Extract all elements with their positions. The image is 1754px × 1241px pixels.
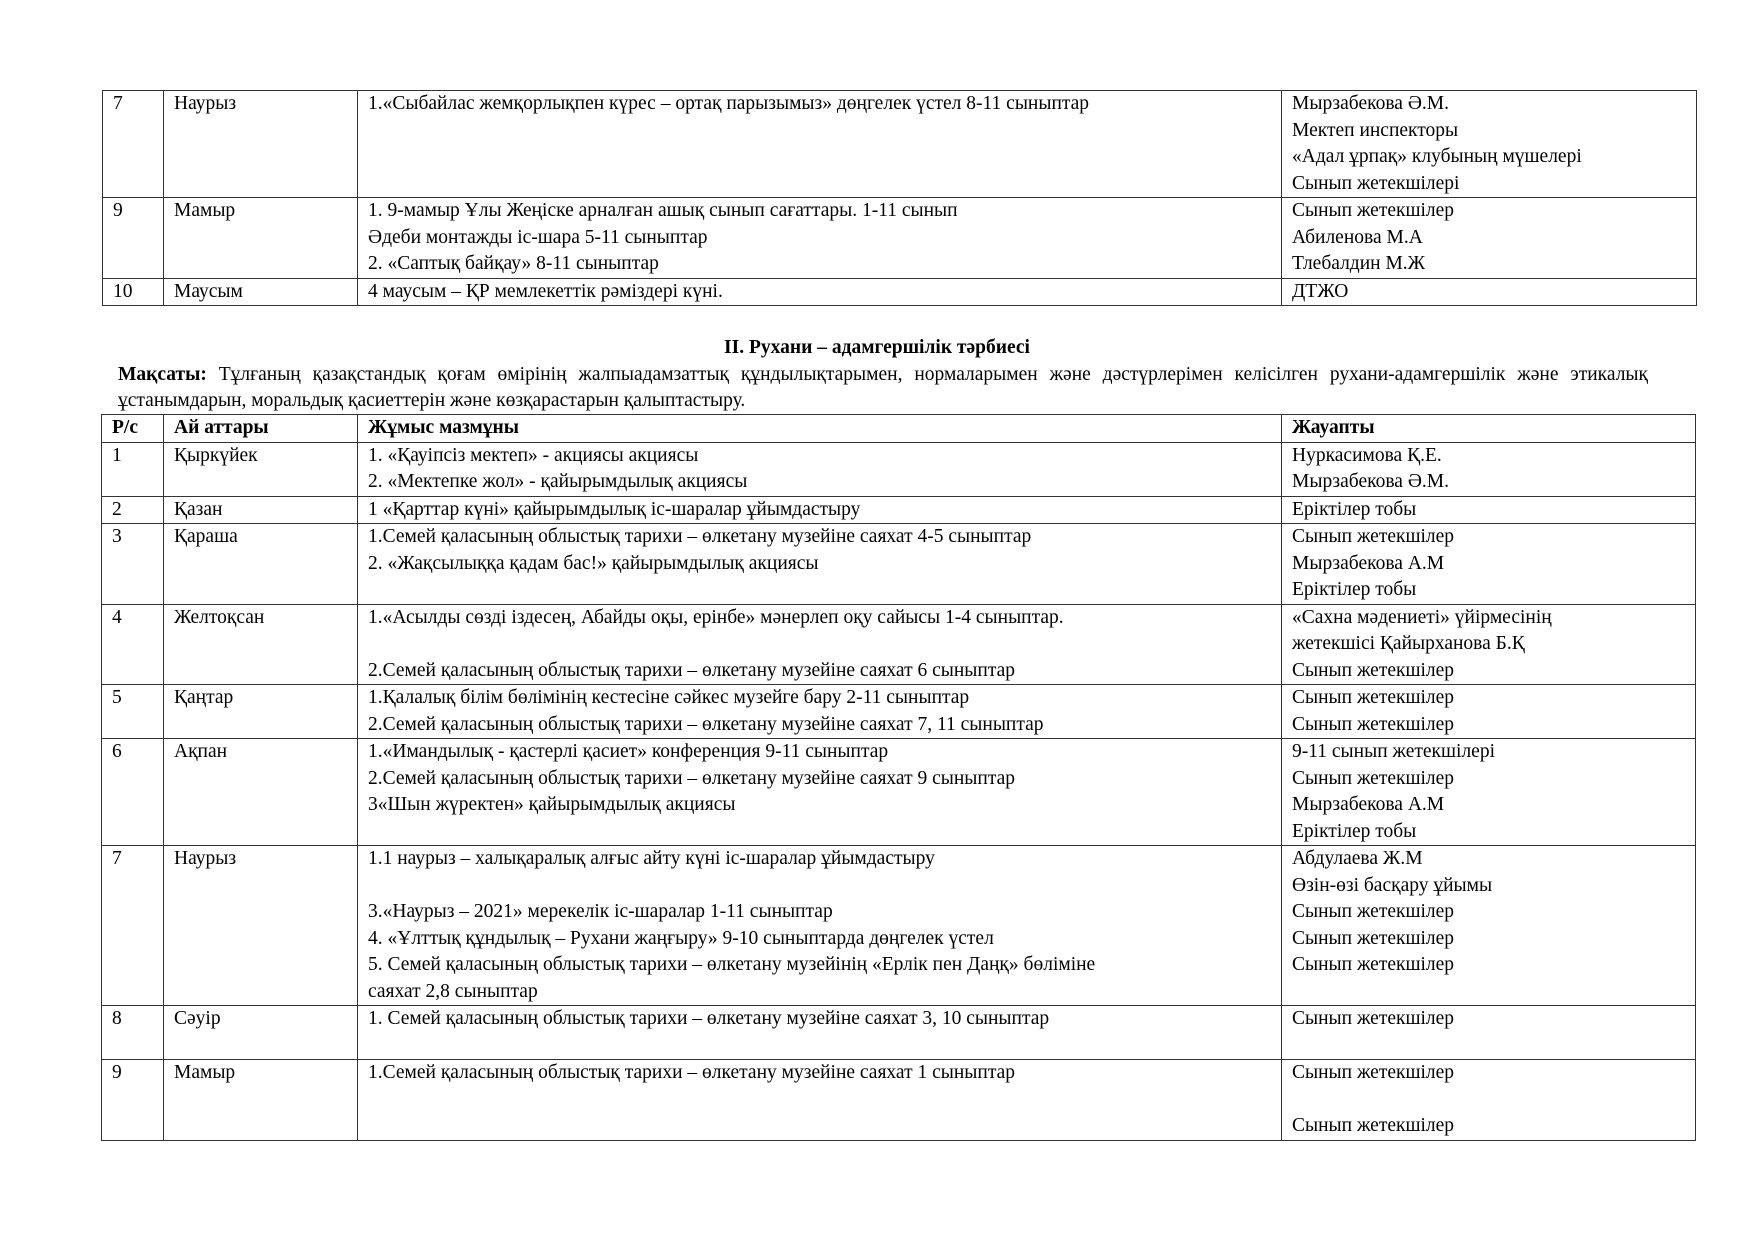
work-content [358,846,1282,1006]
month-name: Маусым [164,278,358,306]
work-line: 1.Қалалық білім бөлімінің кестесіне сәйкес музейге бару 2-11 сыныптар [368,687,970,708]
responsible [1282,524,1696,605]
work-line: 2. «Мектепке жол» - қайырымдылық акциясы [368,471,748,492]
responsible [1282,1006,1696,1060]
responsible-line: Сынып жетекшілер [1292,901,1455,922]
blank-line [1292,1087,1685,1114]
responsible [1282,198,1697,279]
month-name: Ақпан [164,739,358,846]
responsible-line: Мектеп инспекторы [1292,119,1459,141]
work-content [358,496,1282,524]
work-content [358,685,1282,739]
work-content [358,739,1282,846]
responsible-line: Сынып жетекшілер [1292,526,1455,547]
month-name: Қараша [164,524,358,605]
responsible-line: Тлебалдин М.Ж [1292,253,1426,274]
work-line: 3.«Наурыз – 2021» мерекелік іс-шаралар 1-11 сыныптар [368,901,833,922]
row-number: 10 [103,278,164,306]
responsible-line: Сынып жетекшілер [1292,927,1455,949]
work-line: 1 «Қарттар күні» қайырымдылық іс-шаралар ұйымдастыру [368,498,861,520]
responsible-line: Сынып жетекшілер [1292,200,1455,221]
top-table [102,90,1697,306]
responsible-line: Еріктілер тобы [1292,579,1417,600]
responsible-line: Мырзабекова А.М [1292,794,1445,815]
table-row [103,278,1697,306]
month-name: Наурыз [164,91,358,198]
responsible-line: Абдулаева Ж.М [1292,848,1423,869]
main-table-header-row [102,415,1696,443]
work-line: 1.Семей қаласының облыстық тарихи – өлкетану музейіне саяхат 4-5 сыныптар [368,526,1032,547]
responsible-line: Сынып жетекшілер [1292,687,1455,708]
row-number: 4 [102,604,164,685]
month-name: Сәуір [164,1006,358,1060]
responsible-line: 9-11 сынып жетекшілері [1292,741,1496,762]
header-resp: Жауапты [1282,415,1696,443]
work-line: 1.Семей қаласының облыстық тарихи – өлкетану музейіне саяхат 1 сыныптар [368,1062,1015,1083]
work-line: 1.«Асылды сөзді іздесең, Абайды оқы, ерінбе» мәнерлеп оқу сайысы 1-4 сыныптар. [368,606,1064,628]
responsible [1282,604,1696,685]
row-number: 2 [102,496,164,524]
table-row [102,496,1696,524]
table-row [103,91,1697,198]
responsible-line: Сынып жетекшілер [1292,1008,1455,1029]
work-content [358,198,1282,279]
blank-line [368,631,1271,658]
responsible [1282,442,1696,496]
work-line: 3«Шын жүректен» қайырымдылық акциясы [368,794,736,815]
responsible-line: Сынып жетекшілері [1292,172,1460,194]
header-work: Жұмыс мазмұны [358,415,1282,443]
work-line: 2. «Саптық байқау» 8-11 сыныптар [368,253,659,274]
responsible [1282,685,1696,739]
table-row [102,685,1696,739]
header-month: Ай аттары [164,415,358,443]
work-line: саяхат 2,8 сыныптар [368,980,538,1002]
row-number: 7 [102,846,164,1006]
responsible [1282,91,1697,198]
responsible-line: «Сахна мәдениеті» үйірмесінің [1292,606,1552,628]
month-name: Қыркүйек [164,442,358,496]
work-line: 1.«Сыбайлас жемқорлықпен күрес – ортақ парызымыз» дөңгелек үстел 8-11 сыныптар [368,93,1090,114]
table-row [102,1060,1696,1141]
responsible-line: Мырзабекова Ә.М. [1292,93,1449,114]
row-number: 6 [102,739,164,846]
work-content [358,91,1282,198]
blank-line [368,1113,1271,1140]
work-line: 1. «Қауіпсіз мектеп» - акциясы акциясы [368,444,699,466]
responsible-line: Еріктілер тобы [1292,498,1417,520]
month-name: Желтоқсан [164,604,358,685]
responsible-line: Мырзабекова Ә.М. [1292,471,1449,492]
work-line: 2.Семей қаласының облыстық тарихи – өлкетану музейіне саяхат 9 сыныптар [368,767,1015,789]
goal-text: Тұлғаның қазақстандық қоғам өмірінің жалпыадамзаттық құндылықтарымен, нормаларымен және дәстүрлерімен келісілген рухани-адамгершілік және этикалық ұстанымдарын, моральдық қасиеттерін және көзқарастарын қалыптастыру. [118,364,1648,411]
goal-paragraph [118,362,1648,414]
responsible-line: Еріктілер тобы [1292,820,1417,842]
responsible-line: Мырзабекова А.М [1292,552,1445,574]
work-content [358,278,1282,306]
month-name: Мамыр [164,1060,358,1141]
responsible [1282,496,1696,524]
responsible-line: Сынып жетекшілер [1292,1115,1455,1136]
work-content [358,604,1282,685]
row-number: 7 [103,91,164,198]
table-row [102,1006,1696,1060]
blank-line [368,1033,1271,1060]
table-row [102,604,1696,685]
responsible-line: Сынып жетекшілер [1292,713,1455,735]
work-line: 4 маусым – ҚР мемлекеттік рәміздері күні. [368,280,723,302]
work-line: 5. Семей қаласының облыстық тарихи – өлкетану музейінің «Ерлік пен Даңқ» бөліміне [368,954,1096,975]
table-row [102,739,1696,846]
work-line: 2.Семей қаласының облыстық тарихи – өлкетану музейіне саяхат 7, 11 сыныптар [368,713,1044,735]
responsible-line: Сынып жетекшілер [1292,954,1455,975]
responsible-line: ДТЖО [1292,280,1349,302]
month-name: Мамыр [164,198,358,279]
header-num: Р/с [102,415,164,443]
month-name: Қазан [164,496,358,524]
responsible-line: Сынып жетекшілер [1292,1062,1455,1083]
responsible [1282,1060,1696,1141]
goal-label: Мақсаты: [118,364,207,385]
section-title: II. Рухани – адамгершілік тәрбиесі [724,337,1030,358]
month-name: Қаңтар [164,685,358,739]
row-number: 8 [102,1006,164,1060]
row-number: 1 [102,442,164,496]
work-content [358,442,1282,496]
blank-line [368,1087,1271,1114]
work-line: 2. «Жақсылыққа қадам бас!» қайырымдылық акциясы [368,552,819,574]
work-line: 1. Семей қаласының облыстық тарихи – өлкетану музейіне саяхат 3, 10 сыныптар [368,1008,1050,1029]
work-line: 4. «Ұлттық құндылық – Рухани жаңғыру» 9-10 сыныптарда дөңгелек үстел [368,927,994,949]
work-line: 1. 9-мамыр Ұлы Жеңіске арналған ашық сынып сағаттары. 1-11 сынып [368,200,958,221]
responsible-line: «Адал ұрпақ» клубының мүшелері [1292,146,1582,167]
responsible-line: Өзін-өзі басқару ұйымы [1292,874,1493,896]
main-table [101,414,1696,1141]
row-number: 9 [102,1060,164,1141]
work-line: 1.1 наурыз – халықаралық алғыс айту күні іс-шаралар ұйымдастыру [368,848,935,869]
responsible [1282,846,1696,1006]
responsible-line: Нуркасимова Қ.Е. [1292,444,1442,466]
work-line: Әдеби монтажды іс-шара 5-11 сыныптар [368,226,708,248]
work-line: 1.«Имандылық - қастерлі қасиет» конференция 9-11 сыныптар [368,741,889,762]
responsible-line: Сынып жетекшілер [1292,659,1455,681]
table-row [102,442,1696,496]
row-number: 3 [102,524,164,605]
table-row [102,524,1696,605]
responsible [1282,739,1696,846]
work-content [358,1006,1282,1060]
row-number: 5 [102,685,164,739]
responsible-line: жетекшісі Қайырханова Б.Қ [1292,633,1525,654]
month-name: Наурыз [164,846,358,1006]
responsible [1282,278,1697,306]
work-content [358,524,1282,605]
table-row [103,198,1697,279]
work-content [358,1060,1282,1141]
row-number: 9 [103,198,164,279]
responsible-line: Сынып жетекшілер [1292,767,1455,789]
blank-line [1292,1033,1685,1060]
responsible-line: Абиленова М.А [1292,226,1423,248]
work-line: 2.Семей қаласының облыстық тарихи – өлкетану музейіне саяхат 6 сыныптар [368,659,1015,681]
table-row [102,846,1696,1006]
blank-line [368,873,1271,900]
